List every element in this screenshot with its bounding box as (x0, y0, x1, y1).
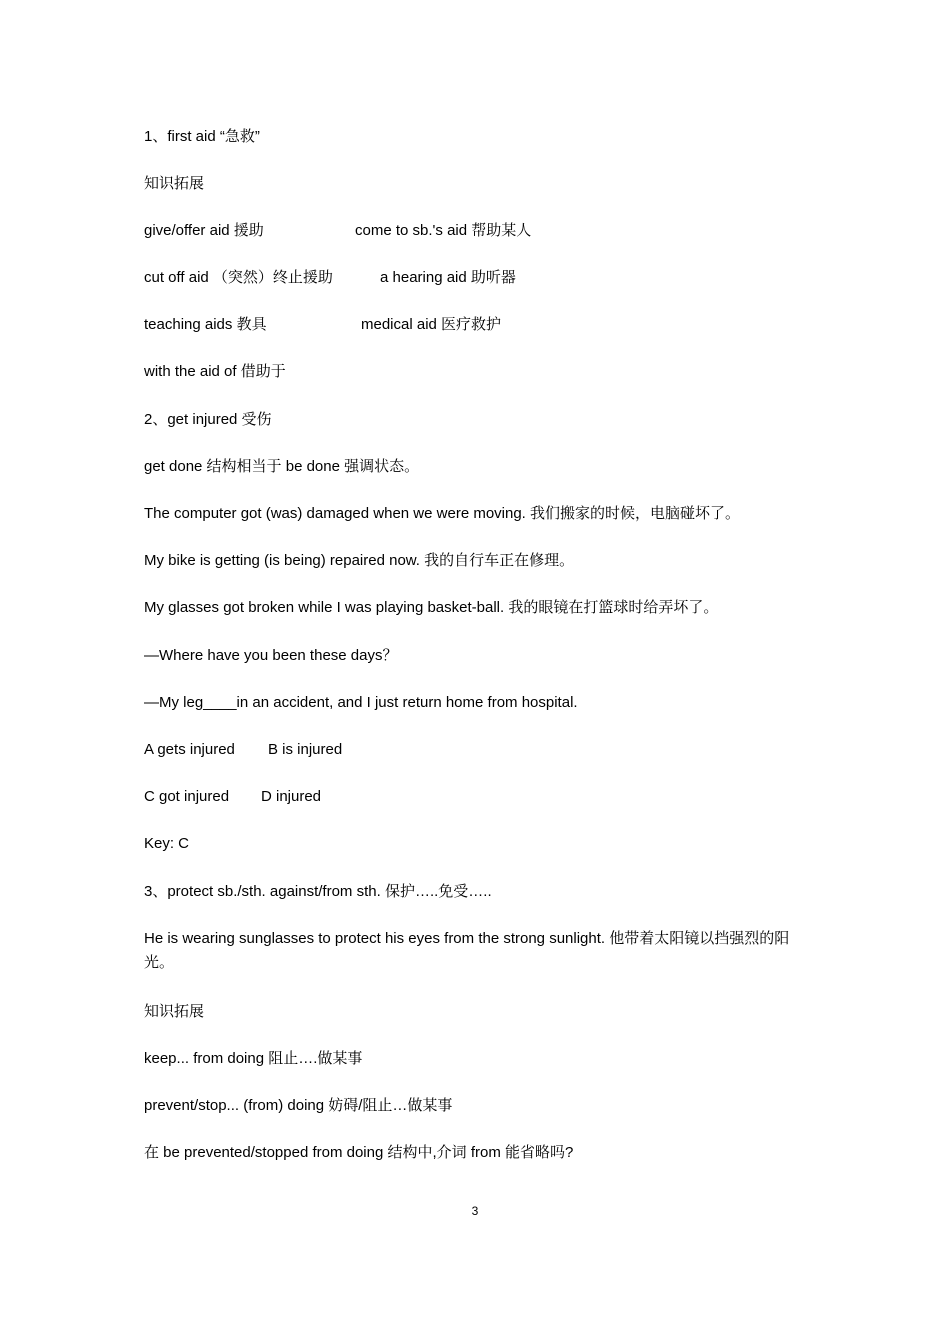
option-a: A gets injured (144, 741, 235, 758)
vocab-keep-from-doing: keep... from doing 阻止….做某事 (144, 1050, 363, 1067)
example-sentence: The computer got (was) damaged when we were moving. 我们搬家的时候，电脑碰坏了。 (144, 505, 741, 522)
vocab-hearing-aid: a hearing aid 助听器 (380, 269, 516, 286)
heading-get-injured: 2、get injured 受伤 (144, 411, 272, 428)
vocab-medical-aid: medical aid 医疗救护 (361, 316, 502, 333)
option-row (144, 738, 814, 762)
example-sentence: My glasses got broken while I was playing basket-ball. 我的眼镜在打篮球时给弄坏了。 (144, 599, 719, 616)
vocab-give-offer-aid: give/offer aid 援助 (144, 222, 264, 239)
example-sentence-wrapped: He is wearing sunglasses to protect his eyes from the strong sunlight. 他带着太阳镜以挡强烈的阳光。 (144, 930, 790, 971)
dialogue-answer-blank: —My leg____in an accident, and I just return home from hospital. (144, 694, 578, 711)
vocab-with-the-aid-of: with the aid of 借助于 (144, 363, 286, 380)
page-number: 3 (471, 1204, 479, 1218)
answer-key: Key: C (144, 835, 190, 852)
option-row (144, 785, 814, 809)
vocab-cut-off-aid: cut off aid （突然）终止援助 (144, 269, 333, 286)
grammar-question: 在 be prevented/stopped from doing 结构中,介词 from 能省略吗? (144, 1144, 574, 1161)
heading-first-aid: 1、first aid “急救” (144, 128, 260, 145)
vocab-teaching-aids: teaching aids 教具 (144, 316, 267, 333)
example-sentence: My bike is getting (is being) repaired now. 我的自行车正在修理。 (144, 552, 575, 569)
option-d: D injured (261, 788, 322, 805)
section-label-knowledge-extension: 知识拓展 (144, 1003, 205, 1020)
option-b: B is injured (268, 741, 343, 758)
vocab-prevent-stop-from-doing: prevent/stop... (from) doing 妨碍/阻止…做某事 (144, 1097, 453, 1114)
dialogue-question: —Where have you been these days？ (144, 647, 398, 664)
vocab-come-to-aid: come to sb.'s aid 帮助某人 (355, 222, 532, 239)
vocab-row (144, 219, 814, 243)
section-label-knowledge-extension: 知识拓展 (144, 175, 205, 192)
vocab-row (144, 266, 814, 290)
grammar-note: get done 结构相当于 be done 强调状态。 (144, 458, 420, 475)
vocab-row (144, 313, 814, 337)
option-c: C got injured (144, 788, 230, 805)
heading-protect: 3、protect sb./sth. against/from sth. 保护…..免受….. (144, 883, 492, 900)
